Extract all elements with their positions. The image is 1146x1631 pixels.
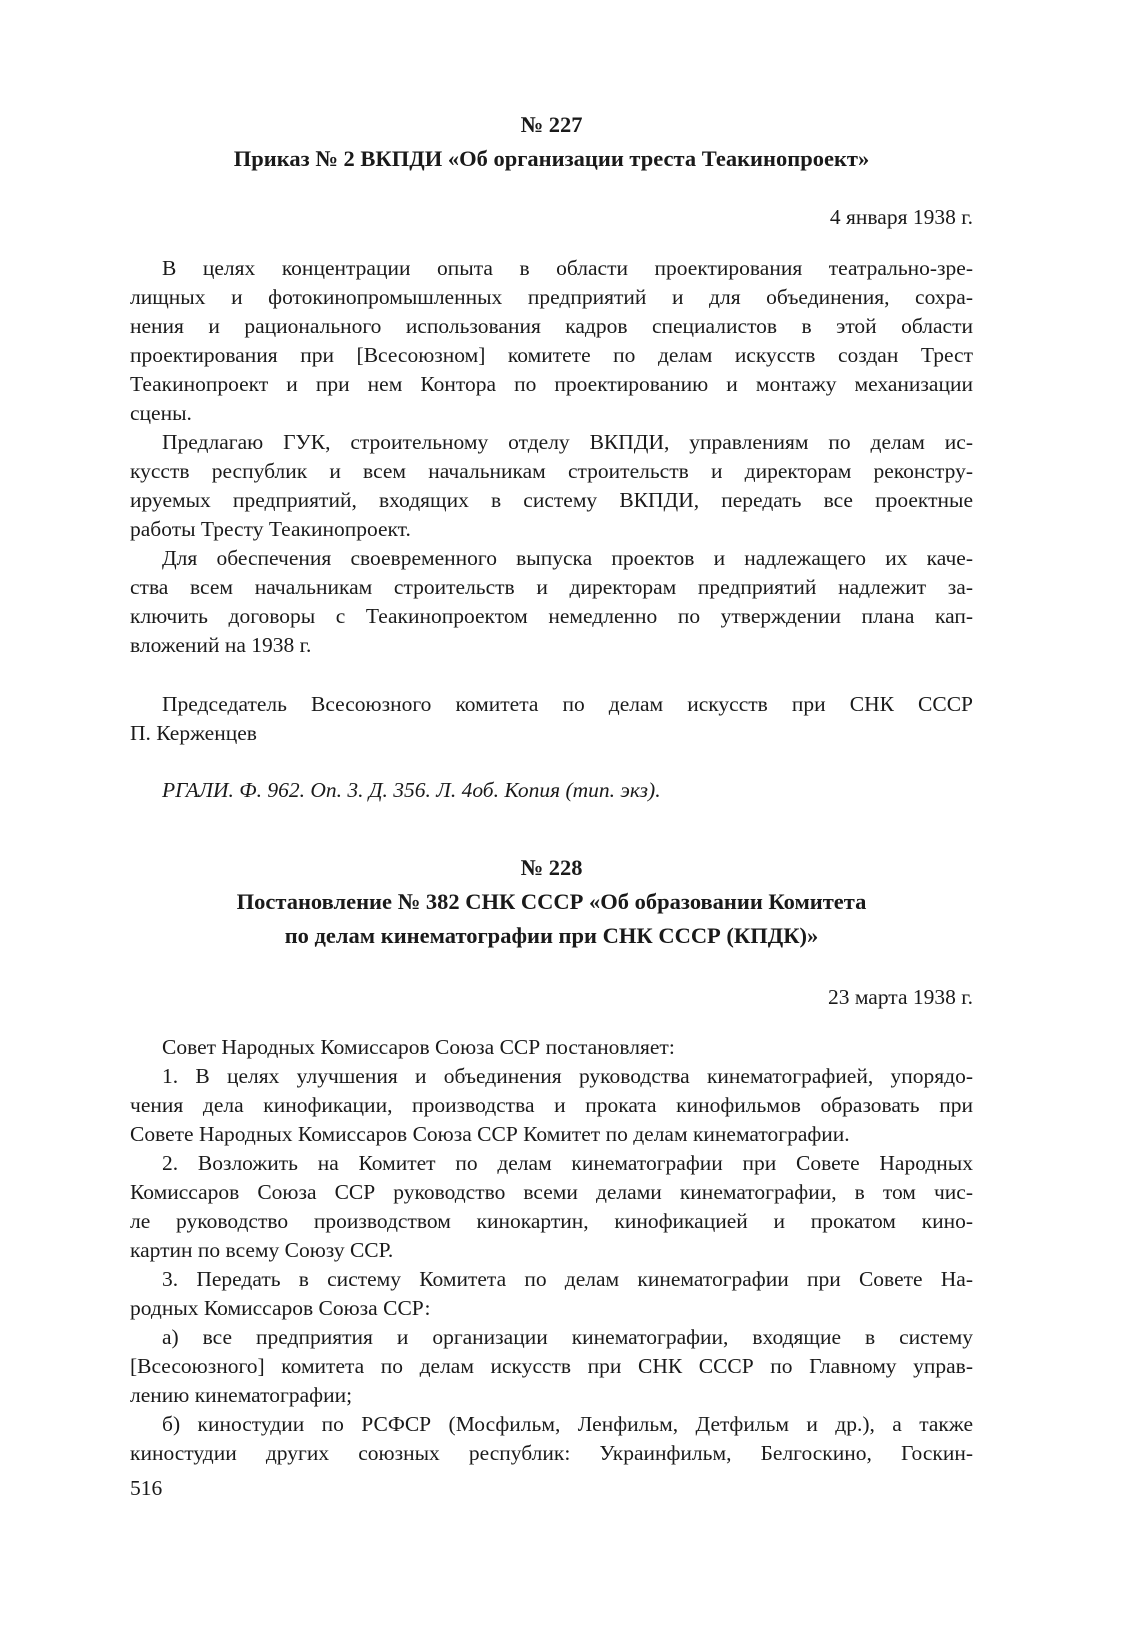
signature-title: Председатель Всесоюзного комитета по делам искусств при СНК СССР	[162, 692, 973, 716]
text-line: Предлагаю ГУК, строительному отделу ВКПДИ, управлениям по делам ис-	[162, 430, 973, 454]
paragraph	[130, 254, 973, 428]
text-line: Совете Народных Комиссаров Союза ССР Комитет по делам кинематографии.	[130, 1122, 850, 1146]
paragraph	[130, 1265, 973, 1323]
text-line: лению кинематографии;	[130, 1383, 353, 1407]
text-line: ключить договоры с Теакинопроектом немедленно по утверждении плана кап-	[130, 604, 973, 628]
paragraph	[130, 1323, 973, 1410]
doc-228-header	[130, 851, 973, 953]
doc-title-line: Постановление № 382 СНК СССР «Об образовании Комитета	[236, 889, 867, 914]
text-line: вложений на 1938 г.	[130, 633, 312, 657]
paragraph	[130, 1149, 973, 1265]
text-line: [Всесоюзного] комитета по делам искусств при СНК СССР по Главному управ-	[130, 1354, 973, 1378]
doc-number: № 227	[520, 112, 583, 137]
doc-number: № 228	[520, 855, 583, 880]
text-line: ируемых предприятий, входящих в систему ВКПДИ, передать все проектные	[130, 488, 973, 512]
doc-date: 23 марта 1938 г.	[827, 985, 973, 1009]
text-line: ства всем начальникам строительств и директорам предприятий надлежит за-	[130, 575, 973, 599]
text-line: б) киностудии по РСФСР (Мосфильм, Ленфильм, Детфильм и др.), а также	[162, 1412, 973, 1436]
signature-name: П. Керженцев	[130, 721, 257, 745]
paragraph	[130, 428, 973, 544]
text-line: 2. Возложить на Комитет по делам кинематографии при Совете Народных	[162, 1151, 973, 1175]
text-line: проектирования при [Всесоюзном] комитете по делам искусств создан Трест	[130, 343, 973, 367]
signature	[130, 690, 973, 748]
text-line: чения дела кинофикации, производства и проката кинофильмов образовать при	[130, 1093, 973, 1117]
text-line: картин по всему Союзу ССР.	[130, 1238, 394, 1262]
doc-date: 4 января 1938 г.	[829, 205, 973, 229]
page-number: 516	[130, 1476, 163, 1500]
paragraph	[130, 1033, 973, 1062]
paragraph	[130, 1410, 973, 1468]
doc-227-body	[130, 254, 973, 660]
doc-title: Приказ № 2 ВКПДИ «Об организации треста Теакинопроект»	[233, 146, 870, 171]
text-line: сцены.	[130, 401, 192, 425]
text-line: Совет Народных Комиссаров Союза ССР постановляет:	[162, 1035, 675, 1059]
text-line: лищных и фотокинопромышленных предприятий и для объединения, сохра-	[130, 285, 973, 309]
doc-227-header	[130, 108, 973, 176]
paragraph	[130, 544, 973, 660]
text-line: Комиссаров Союза ССР руководство всеми делами кинематографии, в том чис-	[130, 1180, 973, 1204]
text-line: киностудии других союзных республик: Украинфильм, Белгоскино, Госкин-	[130, 1441, 973, 1465]
paragraph	[130, 1062, 973, 1149]
text-line: ле руководство производством кинокартин, кинофикацией и прокатом кино-	[130, 1209, 973, 1233]
text-line: Для обеспечения своевременного выпуска проектов и надлежащего их каче-	[162, 546, 973, 570]
text-line: родных Комиссаров Союза ССР:	[130, 1296, 431, 1320]
text-line: кусств республик и всем начальникам строительств и директорам реконстру-	[130, 459, 973, 483]
doc-title-line: по делам кинематографии при СНК СССР (КПДК)»	[284, 923, 819, 948]
text-line: Теакинопроект и при нем Контора по проектированию и монтажу механизации	[130, 372, 973, 396]
text-line: 1. В целях улучшения и объединения руководства кинематографией, упорядо-	[162, 1064, 973, 1088]
text-line: В целях концентрации опыта в области проектирования театрально-зре-	[162, 256, 973, 280]
doc-228-body	[130, 1033, 973, 1468]
text-line: а) все предприятия и организации кинематографии, входящие в систему	[162, 1325, 973, 1349]
text-line: 3. Передать в систему Комитета по делам кинематографии при Совете На-	[162, 1267, 973, 1291]
text-line: нения и рационального использования кадров специалистов в этой области	[130, 314, 973, 338]
archive-source: РГАЛИ. Ф. 962. Оп. 3. Д. 356. Л. 4об. Копия (тип. экз).	[162, 778, 661, 802]
text-line: работы Тресту Теакинопроект.	[130, 517, 411, 541]
